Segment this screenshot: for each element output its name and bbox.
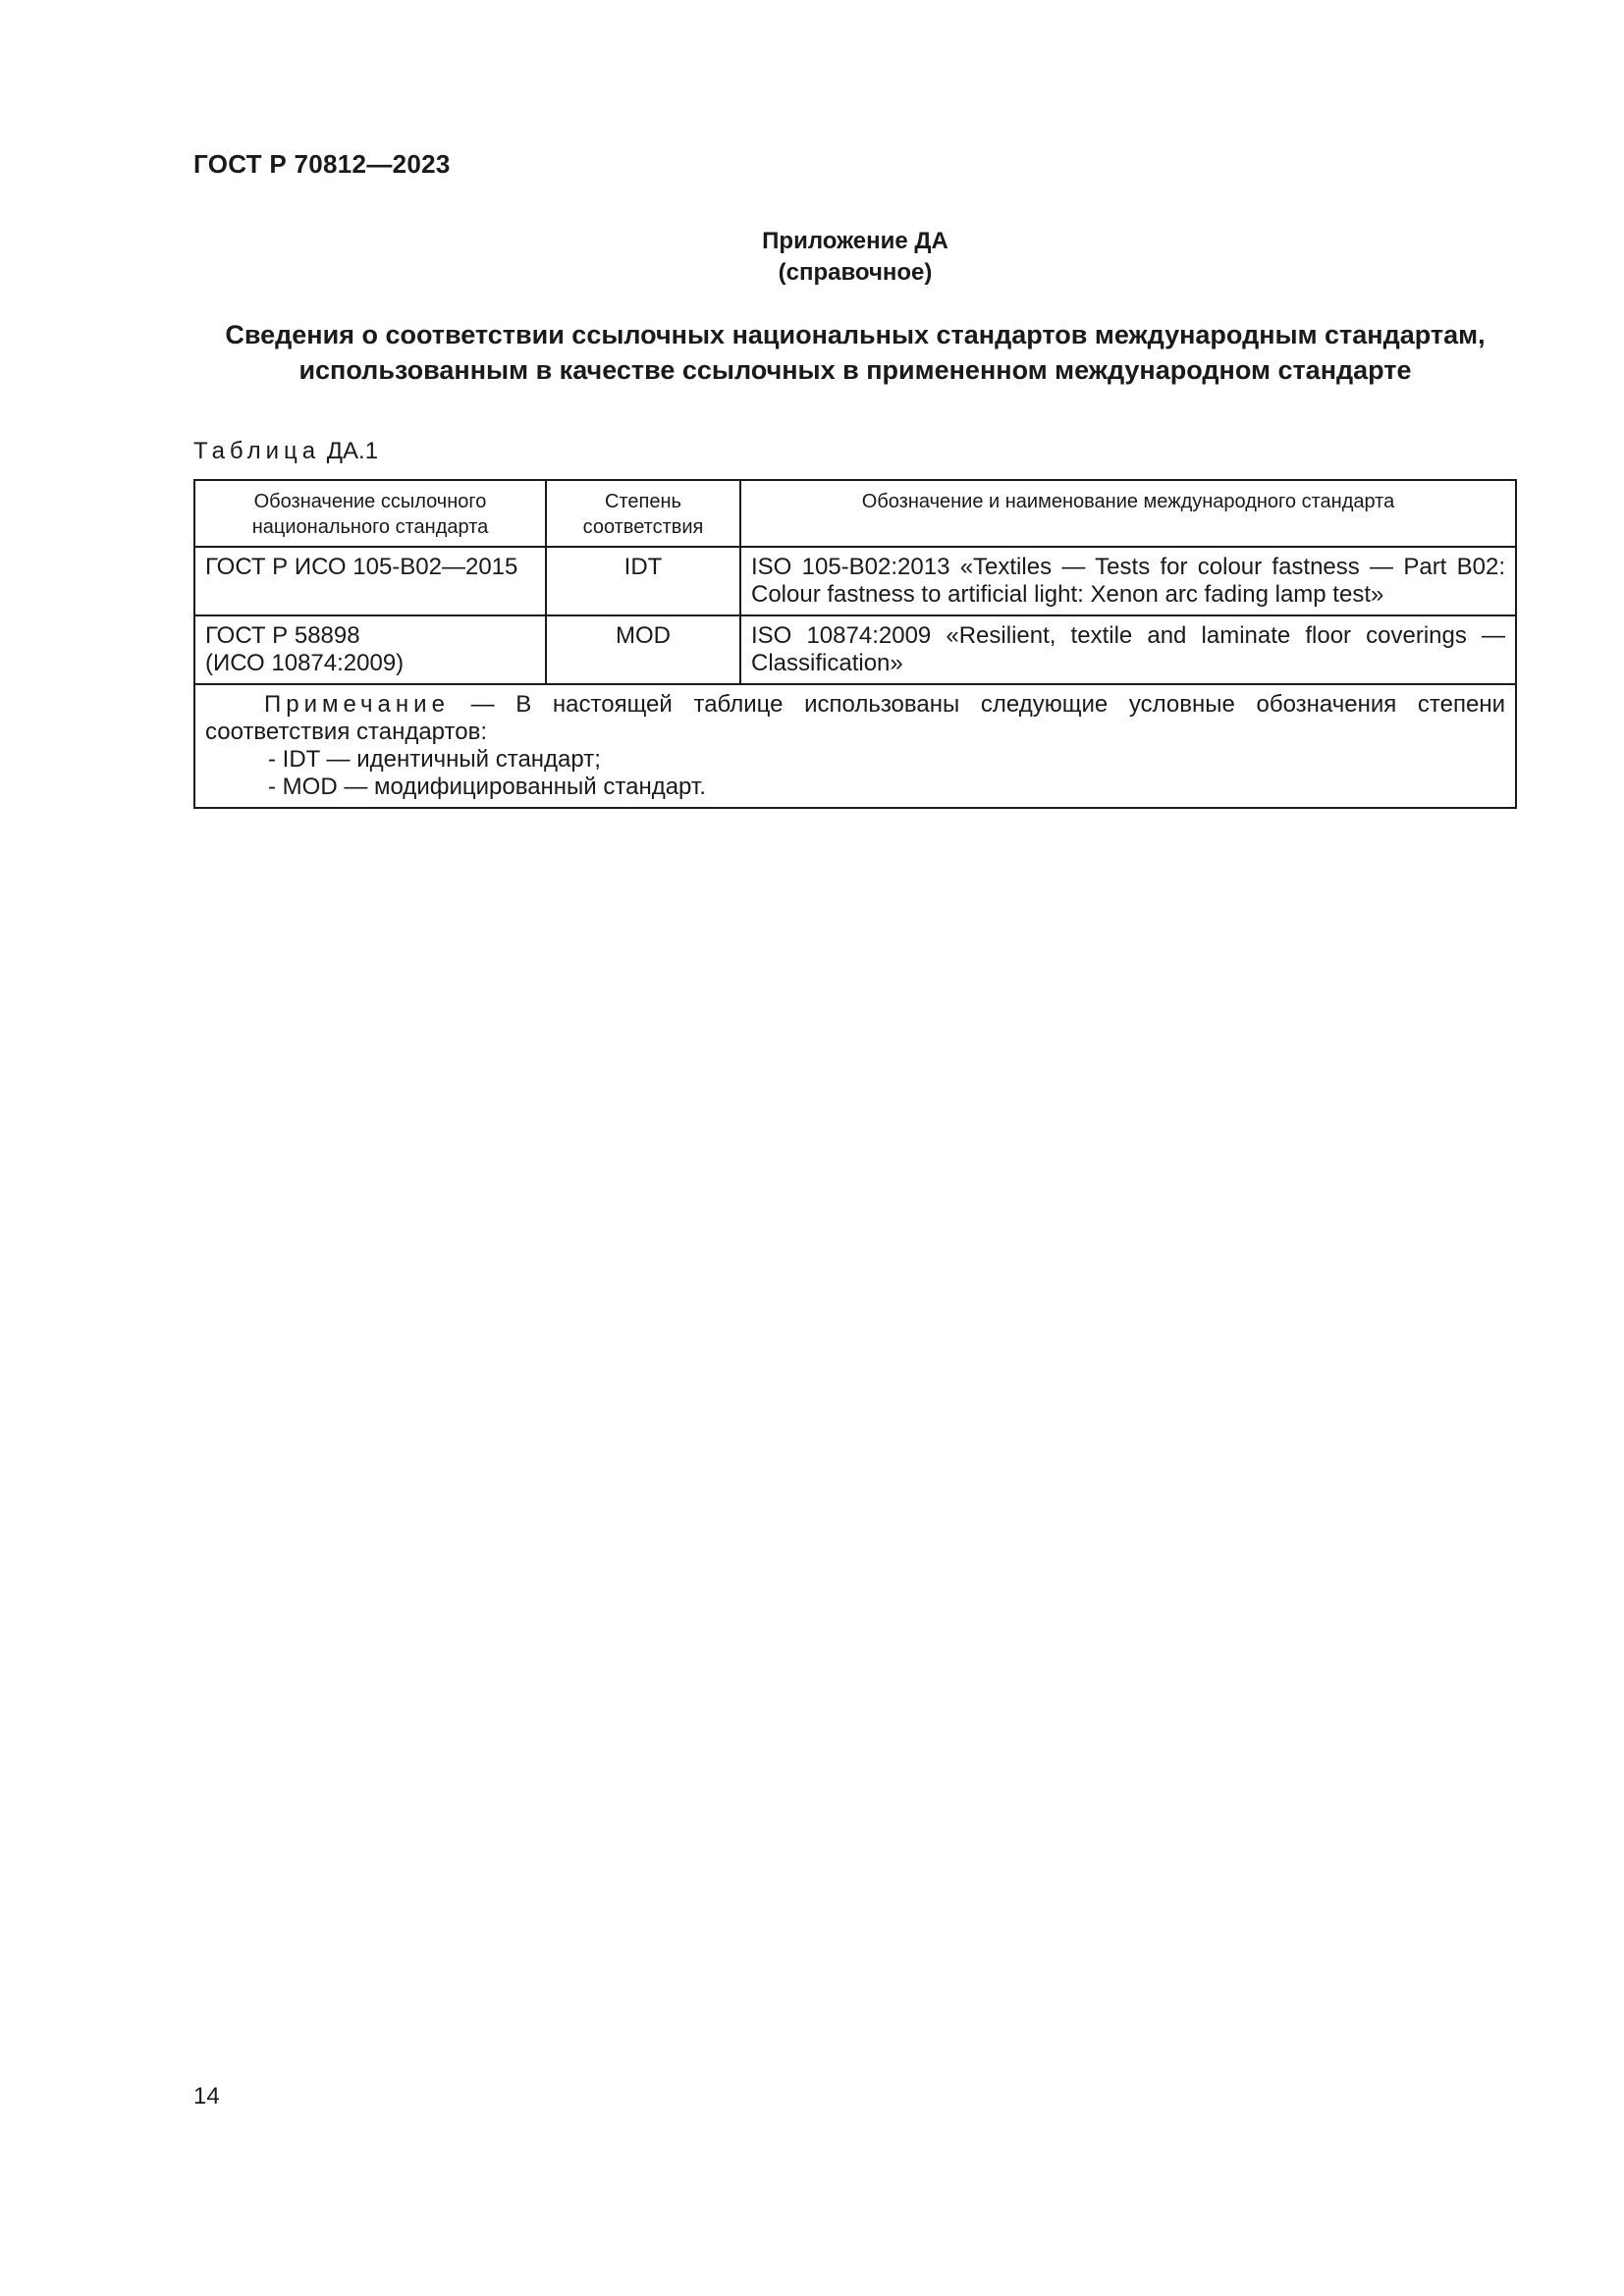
appendix-heading-line-2: использованным в качестве ссылочных в примененном международном стандарте xyxy=(298,355,1412,385)
note-text-block xyxy=(205,691,1505,746)
national-designation: ГОСТ Р 58898 xyxy=(205,622,360,649)
cell-international: ISO 10874:2009 «Resilient, textile and laminate floor coverings — Classification» xyxy=(740,615,1516,684)
column-header-degree: Степень соответствия xyxy=(546,480,740,547)
table-caption-number: ДА.1 xyxy=(326,438,379,464)
note-text: — В настоящей таблице использованы следующие условные обозначения степени соответствия стандартов: xyxy=(205,691,1505,745)
page-number: 14 xyxy=(193,2083,220,2109)
note-label: Примечание xyxy=(264,691,450,718)
appendix-kind: (справочное) xyxy=(778,259,933,286)
table-note-row xyxy=(194,684,1516,808)
cell-degree: IDT xyxy=(546,547,740,615)
table-row xyxy=(194,615,1516,684)
table-header-row xyxy=(194,480,1516,547)
correspondence-table xyxy=(193,479,1517,809)
national-designation: ГОСТ Р ИСО 105-В02—2015 xyxy=(205,554,518,580)
table-row xyxy=(194,547,1516,615)
cell-national xyxy=(194,547,546,615)
table-caption-label: Таблица xyxy=(193,438,321,464)
note-item: - IDT — идентичный стандарт; xyxy=(268,746,601,773)
table-note xyxy=(194,684,1516,808)
table-caption xyxy=(193,438,378,465)
document-code: ГОСТ Р 70812—2023 xyxy=(193,149,451,179)
note-item: - MOD — модифицированный стандарт. xyxy=(268,774,706,800)
cell-degree: MOD xyxy=(546,615,740,684)
appendix-title: Приложение ДА xyxy=(762,228,948,254)
column-header-national: Обозначение ссылочного национального стандарта xyxy=(194,480,546,547)
appendix-heading-line-1: Сведения о соответствии ссылочных национальных стандартов международным стандартам, xyxy=(225,320,1486,349)
column-header-international: Обозначение и наименование международного стандарта xyxy=(740,480,1516,547)
cell-international: ISO 105-B02:2013 «Textiles — Tests for colour fastness — Part B02: Colour fastness to artificial light: Xenon arc fading lamp test» xyxy=(740,547,1516,615)
national-designation-extra: (ИСО 10874:2009) xyxy=(205,650,405,676)
cell-national xyxy=(194,615,546,684)
